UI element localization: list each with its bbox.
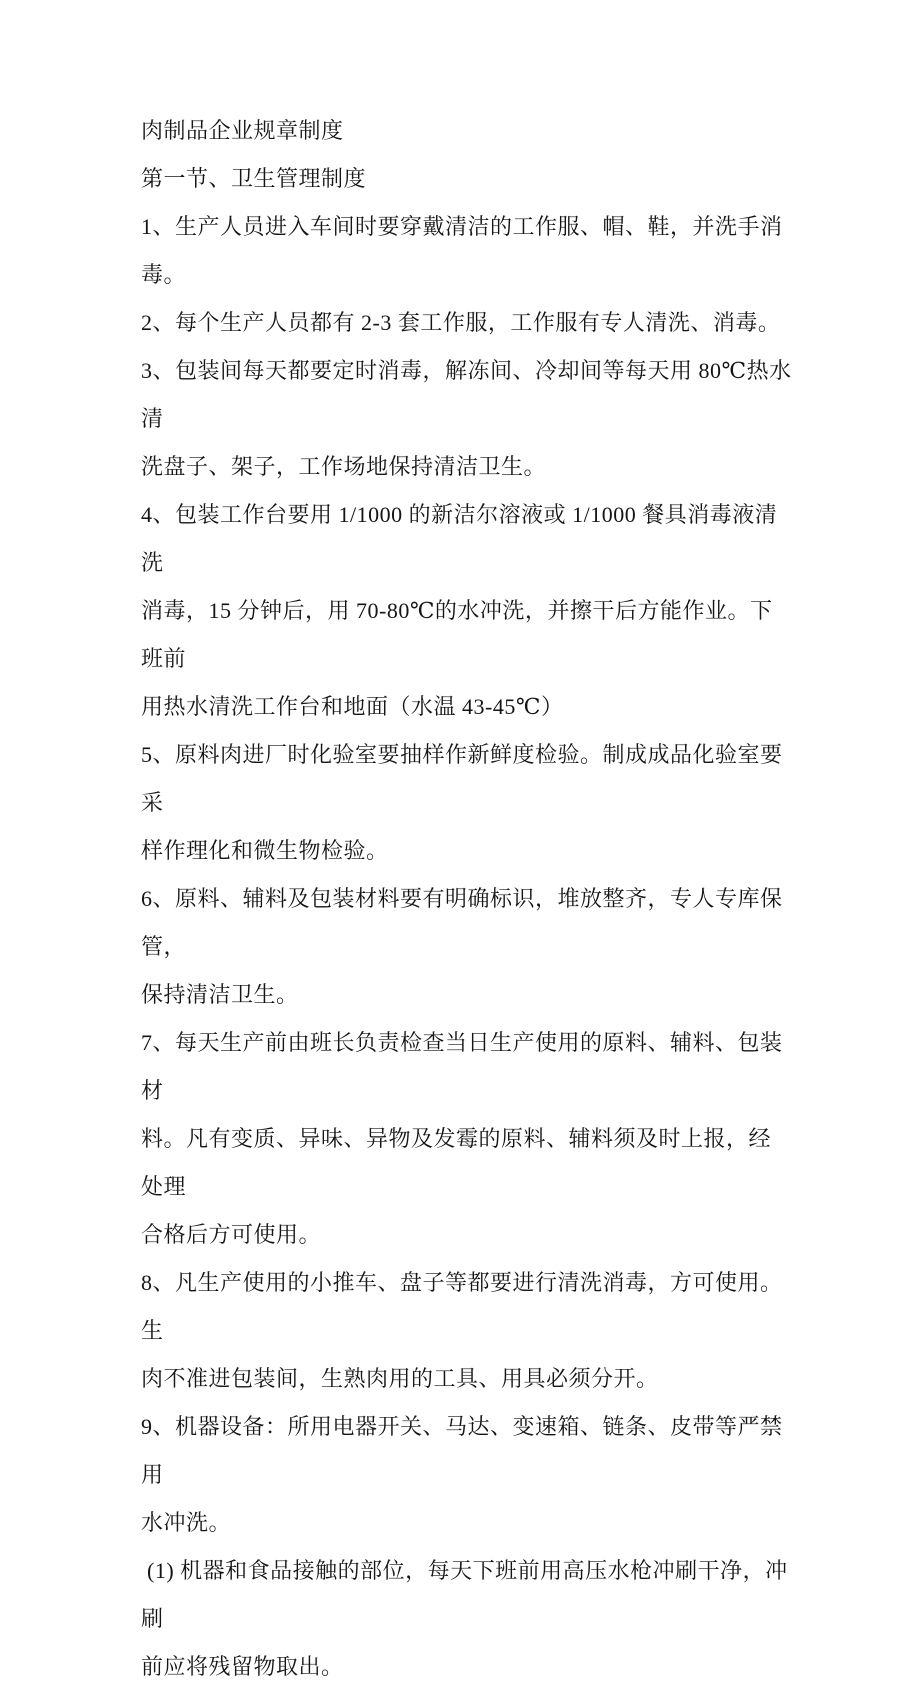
text-line: 4、包装工作台要用 1/1000 的新洁尔溶液或 1/1000 餐具消毒液清洗 xyxy=(141,502,778,575)
text-line: 9、机器设备：所用电器开关、马达、变速箱、链条、皮带等严禁用 xyxy=(141,1414,783,1487)
text-line: (1) 机器和食品接触的部位，每天下班前用高压水枪冲刷干净，冲刷 xyxy=(141,1558,788,1631)
text-line: 肉不准进包装间，生熟肉用的工具、用具必须分开。 xyxy=(141,1366,659,1391)
rule-subitem-1 xyxy=(141,1547,793,1691)
section-heading-text: 第一节、卫生管理制度 xyxy=(141,166,367,191)
rule-item-7 xyxy=(141,1019,793,1259)
text-line: 水冲洗。 xyxy=(141,1510,232,1535)
text-line: 1、生产人员进入车间时要穿戴清洁的工作服、帽、鞋，并洗手消毒。 xyxy=(141,214,783,287)
text-line: 3、包装间每天都要定时消毒，解冻间、冷却间等每天用 80℃热水清 xyxy=(141,358,792,431)
text-line: 7、每天生产前由班长负责检查当日生产使用的原料、辅料、包装材 xyxy=(141,1030,783,1103)
text-line: 前应将残留物取出。 xyxy=(141,1654,344,1679)
text-line: 保持清洁卫生。 xyxy=(141,982,299,1007)
text-line: 样作理化和微生物检验。 xyxy=(141,838,389,863)
rule-item-1 xyxy=(141,203,793,299)
rule-item-6 xyxy=(141,875,793,1019)
document-body xyxy=(141,107,793,1691)
text-line: 2、每个生产人员都有 2-3 套工作服，工作服有专人清洗、消毒。 xyxy=(141,310,781,335)
text-line: 5、原料肉进厂时化验室要抽样作新鲜度检验。制成成品化验室要采 xyxy=(141,742,783,815)
text-line: 洗盘子、架子，工作场地保持清洁卫生。 xyxy=(141,454,547,479)
text-line: 消毒，15 分钟后，用 70-80℃的水冲洗，并擦干后方能作业。下班前 xyxy=(141,598,773,671)
text-line: 料。凡有变质、异味、异物及发霉的原料、辅料须及时上报，经处理 xyxy=(141,1126,772,1199)
rule-item-3 xyxy=(141,347,793,491)
rule-item-8 xyxy=(141,1259,793,1403)
document-title xyxy=(141,107,793,155)
text-line: 6、原料、辅料及包装材料要有明确标识，堆放整齐，专人专库保管， xyxy=(141,886,783,959)
rule-item-4 xyxy=(141,491,793,731)
rule-item-9 xyxy=(141,1403,793,1547)
text-line: 合格后方可使用。 xyxy=(141,1222,322,1247)
text-line: 8、凡生产使用的小推车、盘子等都要进行清洗消毒，方可使用。生 xyxy=(141,1270,783,1343)
rule-item-2 xyxy=(141,299,793,347)
text-line: 用热水清洗工作台和地面（水温 43-45℃） xyxy=(141,694,564,719)
rule-item-5 xyxy=(141,731,793,875)
section-heading xyxy=(141,155,793,203)
document-title-text: 肉制品企业规章制度 xyxy=(141,118,344,143)
